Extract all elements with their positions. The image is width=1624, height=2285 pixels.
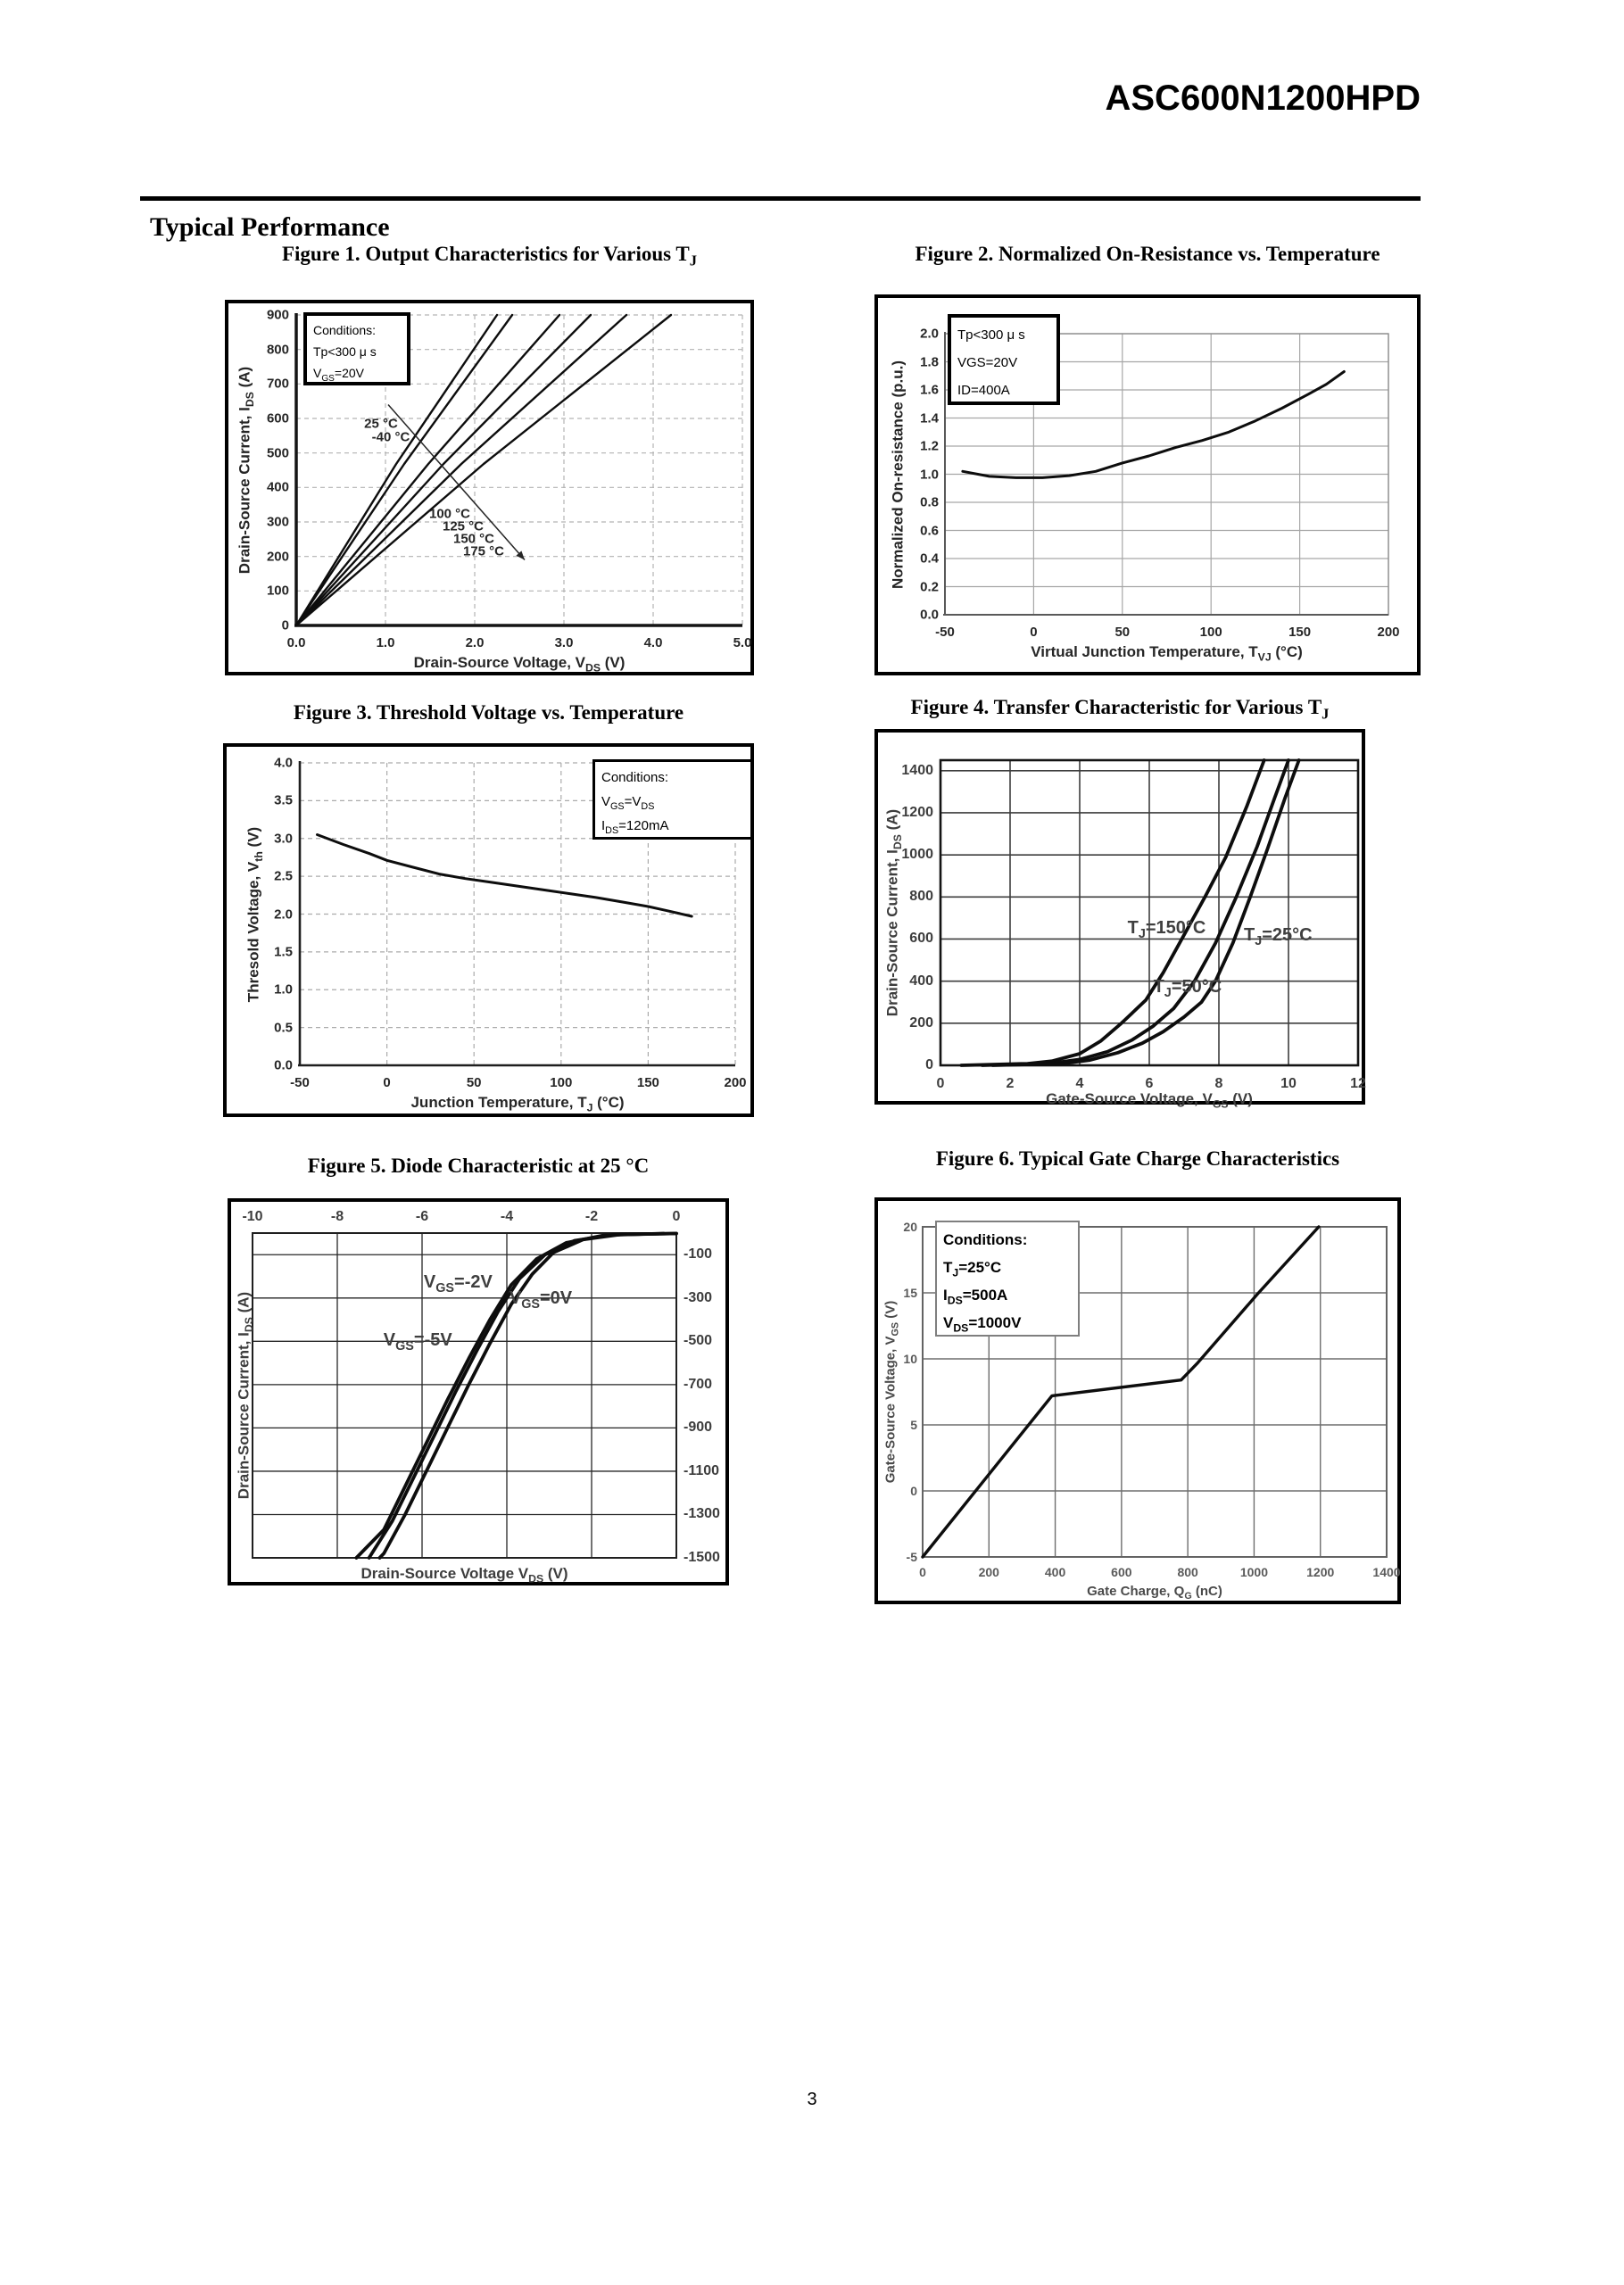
curve — [356, 1234, 663, 1559]
y-tick-label: 3.5 — [274, 792, 293, 808]
x-tick-label: 0 — [1030, 625, 1038, 640]
y-tick-label: -1100 — [684, 1462, 720, 1478]
x-tick-label: 3.0 — [554, 635, 574, 650]
y-tick-label: 1.5 — [274, 944, 293, 960]
curve-label: $T_J=25^\circ C$ — [1243, 924, 1313, 948]
x-tick-label: -4 — [500, 1209, 514, 1224]
fig5-diode-characteristic-canvas — [231, 1202, 725, 1585]
curve — [993, 760, 1299, 1065]
y-tick-label: 0.6 — [920, 523, 939, 538]
y-tick-label: 20 — [903, 1220, 917, 1234]
page-number: 3 — [807, 2090, 817, 2109]
x-tick-label: -50 — [290, 1075, 310, 1090]
curve-label: $V_{GS}=0V$ — [509, 1287, 573, 1312]
curve-label: 100 °C — [428, 506, 471, 522]
curve-label: $T_J=150^\circ C$ — [1127, 917, 1206, 941]
y-tick-label: 200 — [909, 1014, 933, 1031]
conditions-line: $I_{DS}=120mA$ — [601, 818, 669, 836]
fig2-normalized-on-resistance — [874, 294, 1421, 675]
y-tick-label: 5 — [910, 1418, 917, 1432]
x-tick-label: 4 — [1075, 1076, 1084, 1091]
y-tick-label: 800 — [266, 342, 289, 358]
x-tick-label: 0 — [919, 1565, 926, 1579]
y-tick-label: 15 — [903, 1286, 917, 1300]
y-tick-label: 0.0 — [274, 1057, 293, 1073]
x-axis-label: Drain-Source Voltage, $V_{DS}$ (V) — [413, 654, 626, 675]
y-tick-label: 1.4 — [920, 410, 939, 426]
y-tick-label: 400 — [266, 479, 289, 495]
fig2-normalized-on-resistance-conditions-box — [948, 314, 1060, 405]
x-tick-label: 6 — [1145, 1076, 1154, 1091]
y-tick-label: 500 — [266, 445, 289, 461]
section-title: Typical Performance — [150, 212, 390, 242]
fig5-diode-characteristic — [228, 1198, 729, 1585]
fig4-transfer-characteristic — [874, 729, 1366, 1111]
x-tick-label: 100 — [550, 1075, 573, 1090]
y-tick-label: 0 — [910, 1484, 917, 1498]
x-tick-label: 10 — [1280, 1076, 1297, 1091]
y-tick-label: 0.4 — [920, 551, 939, 567]
x-axis-label: Virtual Junction Temperature, $T_{VJ}$ (°C) — [1031, 643, 1303, 664]
x-tick-label: 1.0 — [376, 635, 395, 650]
y-tick-label: 0.5 — [274, 1020, 293, 1036]
y-tick-label: 200 — [266, 549, 289, 565]
y-tick-label: 2.0 — [920, 326, 939, 342]
y-tick-label: 4.0 — [274, 755, 293, 771]
y-axis-label: Gate-Source Voltage, $V_{GS}$ (V) — [882, 1300, 901, 1484]
conditions-line: Conditions: — [943, 1231, 1028, 1248]
fig4-transfer-characteristic-canvas — [878, 733, 1362, 1101]
fig2-normalized-on-resistance-caption: Figure 2. Normalized On-Resistance vs. Temperature — [915, 243, 1380, 265]
y-tick-label: 2.5 — [274, 868, 293, 884]
x-tick-label: 600 — [1111, 1565, 1132, 1579]
curve-label: $T_J=50^\circ C$ — [1153, 977, 1222, 1001]
conditions-line: $V_{GS}=20V$ — [313, 366, 364, 384]
x-tick-label: 0.0 — [286, 635, 306, 650]
x-tick-label: 2 — [1006, 1076, 1015, 1091]
x-tick-label: 800 — [1177, 1565, 1198, 1579]
x-tick-label: 400 — [1044, 1565, 1066, 1579]
x-tick-label: 0 — [672, 1209, 681, 1224]
conditions-line: $T_J=25^\circ C$ — [943, 1259, 1002, 1279]
y-tick-label: -500 — [684, 1333, 713, 1349]
fig1-output-characteristics-conditions-box — [303, 312, 410, 385]
header-rule — [140, 196, 1421, 201]
conditions-line: Tp<300 μ s — [957, 327, 1025, 343]
conditions-line: Tp<300 μ s — [313, 344, 377, 359]
y-tick-label: 1200 — [901, 804, 933, 820]
fig6-gate-charge — [874, 1197, 1401, 1604]
curve-label: -40 °C — [371, 429, 410, 445]
conditions-line: VGS=20V — [957, 355, 1018, 370]
conditions-line: $V_{GS}=V_{DS}$ — [601, 794, 655, 812]
conditions-line: Conditions: — [601, 770, 669, 785]
y-tick-label: 600 — [266, 410, 289, 426]
y-tick-label: -5 — [906, 1550, 917, 1564]
conditions-line: Conditions: — [313, 323, 377, 337]
y-tick-label: 1.6 — [920, 382, 939, 398]
y-tick-label: 1400 — [901, 762, 933, 778]
x-tick-label: 200 — [1377, 625, 1400, 640]
x-tick-label: -2 — [584, 1209, 599, 1224]
x-tick-label: 100 — [1199, 625, 1222, 640]
x-tick-label: -8 — [330, 1209, 344, 1224]
fig3-threshold-voltage-conditions-box — [592, 759, 753, 840]
y-tick-label: 0 — [281, 617, 289, 633]
curve-label: 175 °C — [462, 543, 505, 559]
x-tick-label: 50 — [1114, 625, 1131, 640]
y-axis-label: Thresold Voltage, $V_{th}$ (V) — [244, 826, 265, 1002]
y-tick-label: -700 — [684, 1376, 713, 1392]
y-axis-label: Drain-Source Current, $I_{DS}$ (A) — [236, 366, 256, 575]
y-tick-label: 1.8 — [920, 354, 939, 369]
x-tick-label: 2.0 — [465, 635, 485, 650]
fig5-diode-characteristic-caption: Figure 5. Diode Characteristic at 25 °C — [307, 1155, 650, 1177]
fig3-threshold-voltage — [223, 743, 754, 1117]
curve-label: $V_{GS}=-5V$ — [383, 1330, 452, 1354]
page-title: ASC600N1200HPD — [1105, 79, 1421, 118]
y-tick-label: -900 — [684, 1420, 713, 1436]
x-tick-label: -10 — [242, 1209, 263, 1224]
x-tick-label: 5.0 — [733, 635, 752, 650]
curve-label: 25 °C — [364, 416, 398, 432]
x-tick-label: 150 — [1288, 625, 1312, 640]
y-tick-label: 1.2 — [920, 438, 939, 454]
x-tick-label: 150 — [636, 1075, 659, 1090]
y-tick-label: 1.0 — [920, 467, 939, 482]
y-tick-label: 0 — [925, 1057, 933, 1072]
curve-label: 125 °C — [442, 518, 485, 534]
x-tick-label: 12 — [1350, 1076, 1366, 1091]
curve-label: 150 °C — [452, 531, 495, 547]
fig4-transfer-characteristic-caption: Figure 4. Transfer Characteristic for Various $T_J$ — [910, 696, 1330, 723]
curve — [369, 1234, 676, 1559]
y-tick-label: 900 — [266, 307, 289, 323]
x-tick-label: 200 — [724, 1075, 747, 1090]
fig1-output-characteristics-caption: Figure 1. Output Characteristics for Various $T_J$ — [281, 243, 698, 269]
fig6-gate-charge-conditions-box — [935, 1221, 1080, 1337]
curve-label: $V_{GS}=-2V$ — [423, 1272, 493, 1296]
x-tick-label: 0 — [936, 1076, 945, 1091]
y-tick-label: 800 — [909, 889, 933, 905]
x-tick-label: 200 — [978, 1565, 999, 1579]
curve — [318, 835, 692, 917]
x-tick-label: 8 — [1214, 1076, 1223, 1091]
conditions-line: $V_{DS}=1000V$ — [943, 1314, 1022, 1335]
x-axis-label: Gate Charge, $Q_G$ (nC) — [1087, 1584, 1222, 1602]
y-tick-label: 0.0 — [920, 607, 939, 623]
y-tick-label: 10 — [903, 1352, 917, 1366]
y-axis-label: Normalized On-resistance (p.u.) — [889, 360, 907, 589]
y-tick-label: 0.8 — [920, 494, 939, 510]
x-tick-label: -6 — [415, 1209, 429, 1224]
y-tick-label: 300 — [266, 514, 289, 530]
x-tick-label: 1200 — [1306, 1565, 1335, 1579]
y-tick-label: -1500 — [684, 1550, 720, 1565]
x-tick-label: 1400 — [1372, 1565, 1401, 1579]
x-tick-label: -50 — [935, 625, 955, 640]
y-tick-label: 600 — [909, 931, 933, 947]
x-axis-label: Gate-Source Voltage, $V_{GS}$ (V) — [1046, 1090, 1253, 1111]
y-tick-label: 2.0 — [274, 907, 293, 922]
y-tick-label: -100 — [684, 1246, 713, 1263]
y-tick-label: 3.0 — [274, 831, 293, 847]
x-tick-label: 4.0 — [643, 635, 663, 650]
y-axis-label: Drain-Source Current, $I_{DS}$ (A) — [883, 808, 904, 1017]
fig6-gate-charge-caption: Figure 6. Typical Gate Charge Characteristics — [935, 1147, 1340, 1170]
y-tick-label: 700 — [266, 376, 289, 392]
y-tick-label: 100 — [266, 583, 289, 599]
conditions-line: $I_{DS}=500A$ — [943, 1287, 1008, 1307]
x-tick-label: 1000 — [1239, 1565, 1268, 1579]
y-tick-label: -300 — [684, 1289, 713, 1305]
x-axis-label: Junction Temperature, $T_J$ (°C) — [410, 1094, 625, 1114]
x-tick-label: 50 — [466, 1075, 482, 1090]
y-tick-label: 1.0 — [274, 981, 293, 998]
y-tick-label: 400 — [909, 973, 933, 989]
x-axis-label: Drain-Source Voltage $V_{DS}$ (V) — [360, 1565, 568, 1585]
y-tick-label: 1000 — [901, 847, 933, 863]
fig3-threshold-voltage-caption: Figure 3. Threshold Voltage vs. Temperature — [293, 701, 684, 724]
y-tick-label: -1300 — [684, 1506, 720, 1522]
y-tick-label: 0.2 — [920, 579, 939, 594]
fig1-output-characteristics — [225, 300, 754, 675]
x-tick-label: 0 — [383, 1075, 391, 1090]
conditions-line: ID=400A — [957, 383, 1010, 398]
y-axis-label: Drain-Source Current, $I_{DS}$ (A) — [235, 1291, 255, 1500]
